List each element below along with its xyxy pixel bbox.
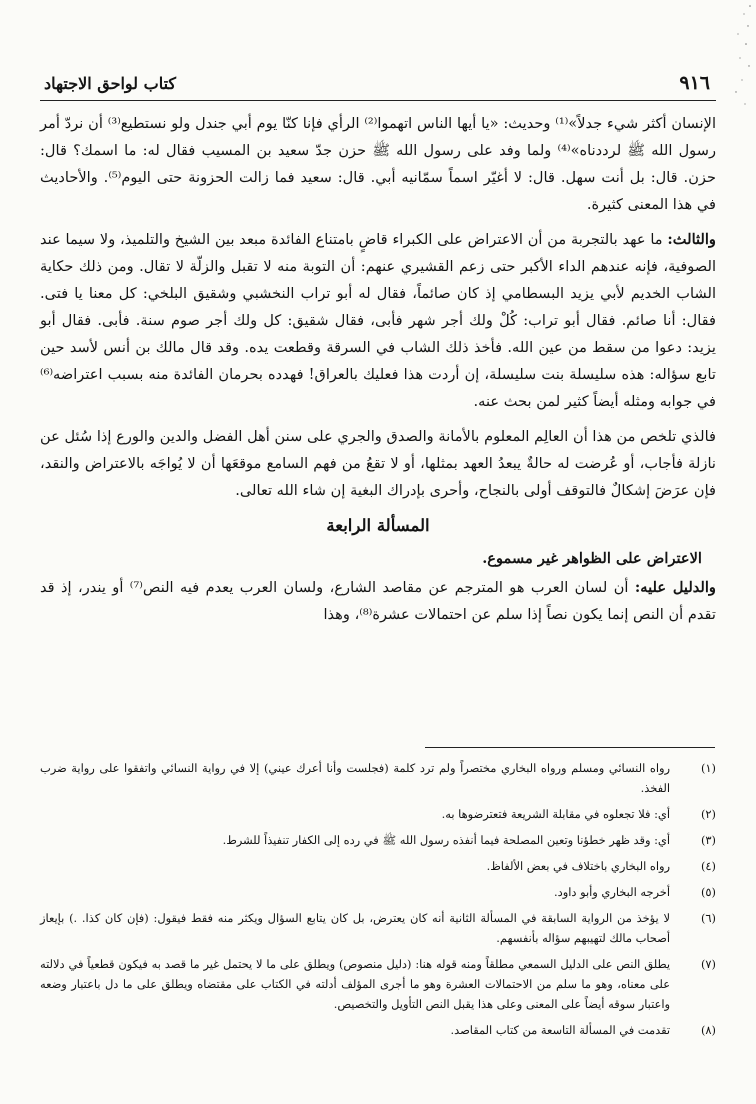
footnote-number: (٦) — [700, 911, 716, 925]
footnote — [40, 954, 716, 1014]
paragraph: الإنسان أكثر شيء جدلاً»⁽¹⁾ وحديث: «يا أيها الناس اتهموا⁽²⁾ الرأي فإنا كنّا يوم أبي جندل ولو نستطيع⁽³⁾ أن نردّ أمر رسول الله ﷺ لرددناه»⁽⁴⁾ ولما وفد على رسول الله ﷺ حزن جدّ سعيد بن المسيب فقال له: ما اسمك؟ قال: حزن. قال: بل أنت سهل. قال: لا أغيّر اسماً سمّانيه أبي. قال: سعيد فما زالت الحزونة حتى اليوم⁽⁵⁾. والأحاديث في هذا المعنى كثيرة. — [40, 115, 716, 213]
footnote-number: (١) — [700, 761, 716, 775]
section-title: المسألة الرابعة — [326, 516, 430, 535]
subheading: الاعتراض على الظواهر غير مسموع. — [482, 550, 702, 567]
page-number: ٩١٦ — [679, 72, 710, 94]
footnote — [40, 1020, 716, 1040]
footnotes — [40, 758, 716, 1046]
paragraph-lead: والثالث: — [667, 231, 716, 248]
paragraph: فالذي تلخص من هذا أن العالِم المعلوم بالأمانة والصدق والجري على سنن أهل الفضل والدين والورع إذا سُئل عن نازلة فأجاب، أو عُرضت له حالةٌ يبعدُ العهد بمثلها، أو لا تقعُ من فهم السامع موقعَها أن لا يُواجَه بالاعتراض والنقد، فإن عرَضَ إشكالٌ فالتوقف أولى بالنجاح، وأحرى بإدراك البغية إن شاء الله تعالى. — [40, 428, 716, 499]
paragraph — [40, 226, 716, 415]
paragraph-lead: والدليل عليه: — [634, 579, 716, 596]
footnote-text: رواه النسائي ومسلم ورواه البخاري مختصراً ولم ترد كلمة (فجلست وأنا أعرك عيني) إلا في رواية النسائي واتفقوا على رواية ضرب الفخذ. — [40, 761, 670, 795]
footnote-separator — [425, 747, 715, 748]
footnote-text: أي: فلا تجعلوه في مقابلة الشريعة فتعترضوها به. — [441, 807, 670, 821]
footnote — [40, 908, 716, 948]
paragraph-body: ما عهد بالتجربة من أن الاعتراض على الكبراء قاضٍ بامتناع الفائدة مبعد بين الشيخ والتلميذ، ولا سيما عند الصوفية، فإنه عندهم الداء الأكبر حتى زعم القشيري عنهم: أن التوبة منه لا تقبل والزلّة لا تقال. ومن ذلك حكاية الشاب الخديم لأبي يزيد البسطامي إذ كان صائماً، فقال له أبو تراب النخشبي وشقيق البلخي: كل معنا يا فتى. فقال: أنا صائم. فقال أبو تراب: كُلْ ولك أجر شهر فأبى، فقال شقيق: كل ولك أجر صوم سنة. فأبى. فقال أبو يزيد: دعوا من سقط من عين الله. فأخذ ذلك الشاب في السرقة وقطعت يده. وقد قال مالك بن أنس لأسد حين تابع سؤاله: هذه سليسلة بنت سليسلة، إن أردت هذا فعليك بالعراق! فهدده بحرمان الفائدة منه بسبب اعتراضه⁽⁶⁾ في جوابه ومثله أيضاً كثير لمن بحث عنه. — [40, 231, 716, 410]
footnote-number: (٤) — [700, 859, 716, 873]
footnote-text: أي: وقد ظهر خطؤنا وتعين المصلحة فيما أنفذه رسول الله ﷺ في رده إلى الكفار تنفيذاً للشرط. — [222, 833, 670, 847]
footnote — [40, 804, 716, 824]
footnote-number: (٨) — [700, 1023, 716, 1037]
footnote-text: لا يؤخذ من الرواية السابقة في المسألة الثانية أنه كان يعترض، بل كان يتابع السؤال ويكثر منه فقط فيقول: (فإن كان كذا. .) بإيعاز أصحاب مالك لتهيبهم سؤاله بأنفسهم. — [40, 911, 670, 945]
running-title: كتاب لواحق الاجتهاد — [44, 74, 177, 93]
page-header — [40, 70, 716, 101]
scan-edge-mark — [720, 0, 754, 120]
footnote — [40, 758, 716, 798]
footnote — [40, 882, 716, 902]
main-text — [40, 110, 716, 636]
footnote-number: (٧) — [700, 957, 716, 971]
footnote-number: (٢) — [700, 807, 716, 821]
paragraph — [40, 574, 716, 628]
footnote-text: يطلق النص على الدليل السمعي مطلقاً ومنه قوله هنا: (دليل منصوص) ويطلق على ما لا يحتمل غير ما قصد به فيكون قطعياً في دلالته على معناه، وهو ما سلم من الاحتمالات العشرة وهو ما أجرى المؤلف أدلته في الكتاب على مقتضاه ويطلق على ما دل باعتبار وضعه واعتبار سوقه أيضاً على المعنى وعلى هذا يقبل النص التأويل والتخصيص. — [40, 957, 670, 1011]
footnote — [40, 830, 716, 850]
footnote — [40, 856, 716, 876]
footnote-text: رواه البخاري باختلاف في بعض الألفاظ. — [486, 859, 670, 873]
footnote-text: تقدمت في المسألة التاسعة من كتاب المقاصد. — [450, 1023, 670, 1037]
footnote-text: أخرجه البخاري وأبو داود. — [554, 885, 670, 899]
footnote-number: (٣) — [700, 833, 716, 847]
footnote-number: (٥) — [700, 885, 716, 899]
paragraph-body: أن لسان العرب هو المترجم عن مقاصد الشارع، ولسان العرب يعدم فيه النص⁽⁷⁾ أو يندر، إذ قد تقدم أن النص إنما يكون نصاً إذا سلم عن احتمالات عشرة⁽⁸⁾، وهذا — [40, 579, 716, 623]
